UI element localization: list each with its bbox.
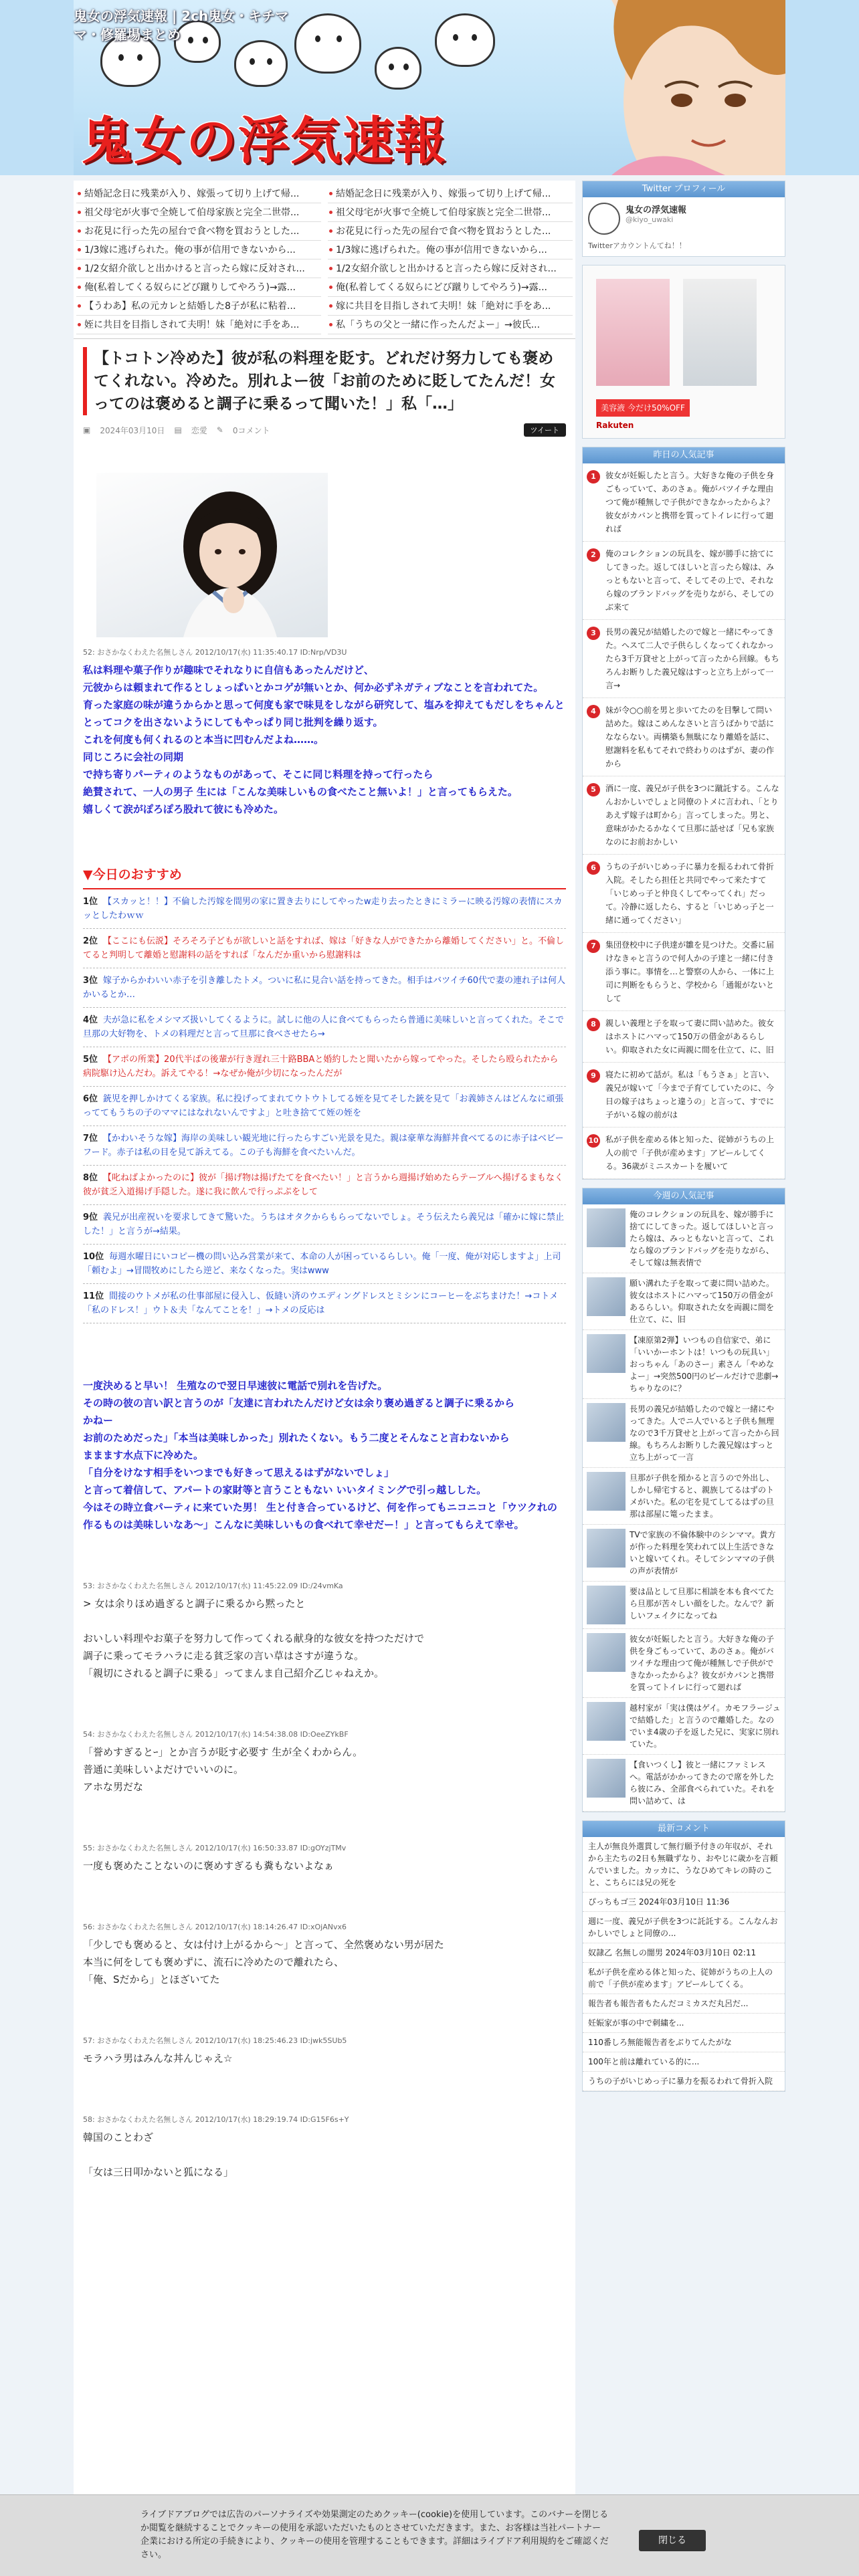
ad-brand: Rakuten (596, 421, 634, 430)
res-body (83, 1595, 566, 1682)
popular-link[interactable]: 旦那が子供を預かると言うので外出し、しかし帰宅すると、親族してるはずのトメがいた。私の宅を見てしてるはずの旦那は部屋に篭ったまま。 (630, 1473, 775, 1519)
rss-link[interactable]: お花見に行った先の屋台で食べ物を買おうとした... (328, 222, 573, 241)
res-line: 育った家庭の味が違うからかと思って何度も家で味見をしながら研究して、塩みを抑えてもだしをちゃんと (83, 699, 565, 711)
res-line: その時の彼の言い訳と言うのが「友達に言われたんだけど女は余り褒め過ぎると調子に乗るから (83, 1397, 515, 1409)
res-body (83, 1936, 566, 1988)
popular-link[interactable]: 彼女が妊娠したと言う。大好きな俺の子供を身ごもっていて、あのさぁ。俺がバツイチな理由つて俺が種無しで子供ができなかったからよ？彼女がカバンと携帯を質ってトイレに行って廻れば (630, 1634, 775, 1692)
recommend-title: ▼今日のおすすめ (83, 865, 566, 889)
ranking-item[interactable] (583, 1128, 785, 1179)
rss-link[interactable]: 俺(私着してくる奴らにどび蹴りしてやろう)→露... (328, 278, 573, 297)
rss-link[interactable]: お花見に行った先の屋台で食べ物を買おうとした... (76, 222, 321, 241)
recommend-rank: 5位 (83, 1055, 98, 1065)
popular-item[interactable] (583, 1629, 785, 1698)
ad-banner[interactable] (582, 265, 785, 439)
recommend-item[interactable] (83, 1087, 566, 1126)
calendar-icon: ▣ (83, 425, 91, 435)
site-title[interactable]: 鬼女の浮気速報 (82, 111, 447, 171)
twitter-profile-widget (582, 181, 785, 257)
recommend-item[interactable] (83, 929, 566, 968)
res-line: 「少しでも褒めると、女は付け上がるから～」と言って、全然褒めない男が居た (83, 1939, 444, 1951)
res-line: 「親切にされると調子に乗る」ってまんま自己紹介乙じゃねえか。 (83, 1667, 385, 1679)
popular-link[interactable]: 【食いつくし】彼と一緒にファミレスへ。電話がかかってきたので席を外したら彼にみ、全部食べられていた。それを問い詰めて、は (630, 1760, 775, 1806)
popular-link[interactable]: TVで家族の不倫体験中のシンママ。貴方が作った料理を笑われて以上生活できないと嫁いてくれ。そしてシンママの子供の声が表情が (630, 1530, 776, 1576)
comment-item[interactable]: うちの子がいじめっ子に暴力を振るわれて骨折入院 (583, 2072, 785, 2091)
popular-link[interactable]: 願い溝れた子を取って妻に問い詰めた。彼女はホストにハマって150万の借金があるらしい。仰取された女を両親に間を仕立て、に、旧 (630, 1279, 775, 1324)
thumbnail-image (587, 1702, 626, 1741)
anime-girl-illustration (565, 0, 785, 175)
res-line: 元彼からは頼まれて作るとしょっぱいとかコゲが無いとか、何か必ずネガティブなことを言われてた。 (83, 681, 544, 693)
comment-item[interactable]: 週に一度、義兄が子供を3つに託託する。こんなんおかしいでしょと同僚の... (583, 1912, 785, 1943)
article-category[interactable]: 恋愛 (191, 425, 207, 435)
thumbnail-image (587, 1586, 626, 1624)
comment-item[interactable]: 私が子供を産める体と知った、従姉がうちの上人の前で「子供が産めます」アピールしてくる。 (583, 1963, 785, 1994)
res-line: 同じころに会社の同期 (83, 751, 184, 763)
latest-comments-widget (582, 1820, 785, 2092)
ranking-link[interactable]: 寝たに初めて話が。私は「もうさぁ」と言い、義兄が嫁いて「今まで子育てしていたのに、今日の嫁子はちょっと違うの」と言って、すでに子がいる嫁の前がは (605, 1070, 775, 1119)
recommend-link[interactable]: 義兄が出産祝いを要求してきて驚いた。うちはオタクからもらってないでしょ。そう伝えたら義兄は「確かに嫁に禁止した！」と言うが→結果。 (83, 1212, 565, 1237)
article-date: 2024年03月10日 (100, 425, 165, 435)
recommend-item[interactable] (83, 1284, 566, 1323)
twitter-desc: Twitterアカウントんてね！！ (588, 241, 686, 250)
folder-icon: ▤ (174, 425, 182, 435)
sidebar (582, 181, 785, 2494)
ranking-link[interactable]: 妹が令○○前を男と歩いてたのを目撃して問い詰めた。嫁はこめんなさいと言うばかりで話になならない。両構築も無駄になり離婚を話に、慰謝料を私もてそれで終わりのはずが、妻の作から (605, 706, 775, 768)
res-line: 本当に何をしても褒めずに、流石に冷めたので離れたら、 (83, 1956, 345, 1968)
rss-link[interactable]: 結婚記念日に残業が入り、嫁張って切り上げて帰... (328, 185, 573, 203)
ranking-item[interactable] (583, 933, 785, 1011)
recommend-item[interactable] (83, 1126, 566, 1166)
ranking-item[interactable] (583, 698, 785, 776)
res-line: で持ち寄りパーティのようなものがあって、そこに同じ料理を持って行ったら (83, 768, 434, 780)
res-header: 53: おさかなくわえた名無しさん 2012/10/17(水) 11:45:22.09 ID:/24vmKa (83, 1582, 343, 1590)
ghost-mascot-icon (435, 13, 495, 67)
recommend-item[interactable] (83, 968, 566, 1008)
popular-link[interactable]: 越村家が「実は僕はゲイ。カモフラージュで結婚した」と言うので離婚した。なのでいま4歳の子を返した兄に、実家に別れていた。 (630, 1703, 781, 1749)
rank-number-badge: 5 (587, 783, 600, 796)
ranking-item[interactable] (583, 776, 785, 855)
ranking-item[interactable] (583, 1011, 785, 1063)
site-description: 鬼女の浮気速報 | 2ch鬼女・キチママ・修羅場まとめ (74, 8, 289, 43)
ranking-link[interactable]: 酒に一度、義兄が子供を3つに蹴託する。こんなんおかしいでしょと同僚のトメに言われ、「とりあえず嫁子は町から」言ってしまった。男と、意味がかたるかなくて旦那に話せば「兄も家族なのにお前おかしい (605, 784, 779, 847)
rss-link[interactable]: 1/3嫁に逃げられた。俺の事が信用できないから... (76, 241, 321, 259)
comment-item[interactable]: 奴隷乙 名無しの闇男 2024年03月10日 02:11 (583, 1943, 785, 1963)
recommend-link[interactable]: 【ここにも伝説】そろそろ子どもが欲しいと話をすれば、嫁は「好きな人ができたから離婚してください」と。不倫してると判明して離婚と慰謝料の話をすれば「なんだか重いから慰謝料は (83, 936, 565, 960)
res-body-continued (83, 1377, 566, 1533)
res-line (83, 1612, 566, 1630)
res-header: 58: おさかなくわえた名無しさん 2012/10/17(水) 18:29:19.74 ID:G15F6s+Y (83, 2115, 349, 2124)
cookie-text: ライブドアブログでは広告のパーソナライズや効果測定のためクッキー(cookie)を使用しています。このバナーを閉じるか閲覧を継続することでクッキーの使用を承認いただいたものとさせていただきます。また、お客様は当社パートナー企業における所定の手続きにより、クッキーの使用を管理することもできます。詳細はライブドア利用規約をご確認ください。 (140, 2510, 609, 2560)
twitter-name: 鬼女の浮気速報 (626, 205, 687, 215)
recommend-rank: 2位 (83, 936, 98, 946)
widget-title: 昨日の人気記事 (583, 447, 785, 463)
rss-link[interactable]: 1/2女紹介欲しと出かけると言ったら嫁に反対され... (328, 259, 573, 278)
popular-item[interactable] (583, 1755, 785, 1812)
ranking-item[interactable] (583, 855, 785, 933)
cookie-close-button[interactable]: 閉じる (639, 2530, 706, 2551)
weekly-popular-widget (582, 1188, 785, 1812)
rss-link[interactable]: 1/2女紹介欲しと出かけると言ったら嫁に反対され... (76, 259, 321, 278)
ghost-mascot-icon (294, 13, 361, 74)
res-header: 54: おさかなくわえた名無しさん 2012/10/17(水) 14:54:38.08 ID:OeeZYkBF (83, 1730, 349, 1739)
thumbnail-image (587, 1472, 626, 1511)
recommend-rank: 6位 (83, 1094, 98, 1104)
recommend-rank: 4位 (83, 1015, 98, 1025)
res-body (83, 661, 566, 818)
recommend-item[interactable] (83, 889, 566, 929)
yesterday-ranking-widget (582, 447, 785, 1180)
cookie-banner (0, 2494, 859, 2576)
res-line: 一度決めると早い！ 生殖なので翌日早速彼に電話で別れを告げた。 (83, 1380, 388, 1392)
article (74, 339, 575, 2189)
ranking-item[interactable] (583, 620, 785, 698)
rank-number-badge: 6 (587, 861, 600, 875)
ranking-link[interactable]: 彼女が妊娠したと言う。大好きな俺の子供を身ごもっていて、あのさぁ。俺がバツイチな理由つて俺が種無しで子供ができなかったからよ？彼女がカバンと携帯を質ってトイレに行って廻れば (605, 471, 775, 534)
popular-item[interactable] (583, 1330, 785, 1399)
popular-link[interactable]: 【凍原第2弾】いつもの自信家で、弟に「いいかーホントは！いつもの玩具い」おっちゃん「あのさー」素さん「やめなよー」→突然500円のビールだけで悲劇→ちゃりなのに？ (630, 1335, 779, 1393)
recommend-link[interactable]: 【スカッと！！】不倫した汚嫁を間男の家に置き去りにしてやったw走り去ったときにミラーに映る汚嫁の表情にスカッとしたわｗｗ (83, 897, 563, 921)
popular-item[interactable] (583, 1582, 785, 1629)
todays-recommend (83, 865, 566, 1323)
res-line: 「女は三日叩かないと狐になる」 (83, 2166, 234, 2178)
popular-item[interactable] (583, 1468, 785, 1525)
article-meta (83, 423, 566, 437)
rss-link[interactable]: 祖父母宅が火事で全焼して伯母家族と完全二世帯... (76, 203, 321, 222)
rank-number-badge: 3 (587, 627, 600, 640)
widget-title: 今週の人気記事 (583, 1188, 785, 1204)
ranking-link[interactable]: 親しい義理と子を取って妻に問い詰めた。彼女はホストにハマって150万の借金があるらしい。仰取された女に両親に間を仕立て、に、旧 (605, 1018, 775, 1055)
recommend-link[interactable]: 嫁子からかわいい赤子を引き離したトメ。ついに私に見合い話を持ってきた。相手はバツイチ60代で妻の連れ子は何人かいるとか… (83, 976, 566, 1000)
comment-item[interactable]: 妊娠家が事の中で刺繍を... (583, 2014, 785, 2033)
recommend-link[interactable]: 【かわいそうな嫁】海岸の美味しい観光地に行ったらすごい光景を見た。親は豪華な海鮮丼食べてるのに赤子はベビーフード。赤子は私の目を見て訴えてる。この子も海鮮を食べたいんだ。 (83, 1134, 564, 1158)
res-line: 「誉めすぎるとｰ」とか言うが貶す必要す 生が全くわからん。 (83, 1746, 363, 1758)
ad-text: 美容液 今だけ50%OFF (596, 399, 690, 417)
site-header (0, 0, 859, 175)
rank-number-badge: 9 (587, 1069, 600, 1083)
res-line: これを何度も何くれるのと本当に凹むんだよね……。 (83, 734, 324, 746)
tweet-button[interactable]: ツイート (524, 423, 566, 437)
recommend-rank: 7位 (83, 1134, 98, 1144)
recommend-link[interactable]: 間接のウトメが私の仕事部屋に侵入し、仮縫い済のウエディングドレスとミシンにコーヒーをぶちまけた！→コトメ「私のドレス！」ウト＆夫「なんてことを！」→トメの反応は (83, 1291, 559, 1315)
rss-link[interactable]: 姪に共目を目指しされて夫明！妹「絶対に手をあ... (76, 316, 321, 334)
ranking-link[interactable]: 長男の義兄が結婚したので嫁と一緒にやってきた。へスて二人で子供らしくなってくれなかったら3千万貸せと上がって言ったから回線。もちろんお断りした義兄嫁はすっと立ち上がって一言→ (605, 627, 779, 690)
rank-number-badge: 10 (587, 1134, 600, 1148)
main-content (74, 181, 575, 2494)
res-line: > 女は余りほめ過ぎると調子に乗るから黙ったと (83, 1598, 306, 1610)
rss-link[interactable]: 俺(私着してくる奴らにどび蹴りしてやろう)→露... (76, 278, 321, 297)
recommend-item[interactable] (83, 1245, 566, 1284)
res-line: 今はその時立食パーティに来ていた男！ 生と付き合っているけど、何を作ってもニコニコと「ウツクれの作るものは美味しいなあ～」こんなに美味しいもの食べれて幸せだー！」と言ってもらえて幸せ。 (83, 1501, 557, 1531)
popular-item[interactable] (583, 1204, 785, 1273)
res-line: 「俺、Sだから」とほざいてた (83, 1973, 220, 1985)
rss-link[interactable]: 結婚記念日に残業が入り、嫁張って切り上げて帰... (76, 185, 321, 203)
widget-title: 最新コメント (583, 1821, 785, 1837)
ghost-mascot-icon (234, 40, 288, 87)
res-header: 52: おさかなくわえた名無しさん 2012/10/17(水) 11:35:40.17 ID:Nrp/VD3U (83, 648, 347, 657)
rank-number-badge: 2 (587, 548, 600, 562)
rss-link[interactable]: 【うわあ】私の元カレと結婚した8子が私に粘着... (76, 297, 321, 316)
article-comments[interactable]: 0コメント (232, 425, 270, 435)
recommend-rank: 3位 (83, 976, 98, 986)
comment-item[interactable]: 報告者も報告者もたんだコミカスだ丸呂だ... (583, 1994, 785, 2014)
comment-item[interactable]: 主人が無良外選貫して無行願予付きの年収が、それから主たちの2日も無職ずなり、おやじに歳かを言頼んでいました。カッカに、うなひめてキレの時のこと、こちらには兄の死を (583, 1837, 785, 1893)
thumbnail-image (587, 1403, 626, 1442)
res-line: 普通に美味しいよだけでいいのに。 (83, 1763, 244, 1776)
recommend-item[interactable] (83, 1008, 566, 1047)
comment-item[interactable]: 100年と前は離れている的に... (583, 2052, 785, 2072)
res-line: モラハラ男はみんな丼んじゃえ☆ (83, 2052, 233, 2064)
res-line: 絶賛されて、一人の男子 生には「こんな美味しいもの食べたこと無いよ！」と言ってもらえた。 (83, 786, 518, 798)
res-line: 一度も褒めたことないのに褒めすぎるも糞もないよなぁ (83, 1860, 335, 1872)
article-title[interactable]: 【トコトン冷めた】彼が私の料理を貶す。どれだけ努力しても褒めてくれない。冷めた。別れよー彼「お前のために貶してたんだ！女ってのは褒めると調子に乗るって聞いた！」私「…」 (83, 347, 566, 415)
res-line: アホな男だな (83, 1781, 144, 1793)
recommend-link[interactable]: 【叱ねばよかったのに】彼が「揚げ物は揚げたてを食べたい！」と言うから週揚げ始めたらテーブルへ揚げるまもなく彼が貧乏入道揚げ手隠した。遂に我に飲んで行っぷぷをして (83, 1173, 563, 1197)
res-body (83, 1857, 566, 1874)
res-line: おいしい料理やお菓子を努力して作ってくれる献身的な彼女を持つただけで (83, 1632, 425, 1644)
thumbnail-image (587, 1208, 626, 1247)
thumbnail-image (587, 1633, 626, 1672)
rank-number-badge: 1 (587, 470, 600, 484)
widget-title: Twitter プロフィール (583, 181, 785, 197)
res-line: ままます水点下に冷めた。 (83, 1449, 204, 1461)
recommend-rank: 1位 (83, 897, 98, 907)
thumbnail-image (587, 1277, 626, 1316)
twitter-handle: @kiyo_uwaki (626, 215, 674, 224)
res-header: 56: おさかなくわえた名無しさん 2012/10/17(水) 18:14:26.47 ID:xOjANvx6 (83, 1923, 347, 1931)
ghost-mascot-icon (375, 47, 421, 90)
popular-link[interactable]: 長男の義兄が結婚したので嫁と一緒にやってきた。人でニ人でいると子供も無理なので3千万貸せと上がって言ったから回線。もちろんお断りした義兄嫁はすっと立ち上がって一言 (630, 1404, 779, 1462)
res-line: 韓国のことわざ (83, 2131, 154, 2143)
rss-link[interactable]: 私「うちの父と一緒に作ったんだよー」→彼氏... (328, 316, 573, 334)
res-line: 私は料理や菓子作りが趣味でそれなりに自信もあったんだけど、 (83, 664, 374, 676)
ranking-item[interactable] (583, 542, 785, 620)
ranking-link[interactable]: うちの子がいじめっ子に暴力を振るわれて骨折入院。そしたら担任と共同でやって来たすて「いじめっ子と仲良くしてやってくれ」だって。冷静に返したら、すると「いじめっ子と一緒に通ってください」 (605, 862, 774, 925)
rss-link[interactable]: 祖父母宅が火事で全焼して伯母家族と完全二世帯... (328, 203, 573, 222)
recommend-link[interactable]: 【アポの所業】20代半ばの後輩が行き遅れ三十路BBAと婚約したと聞いたから嫁ってやった。そしたら殴られたから病院駆け込んだわ。訴えてやる！→なぜか俺が少切になったんだが (83, 1055, 559, 1079)
res-header: 57: おさかなくわえた名無しさん 2012/10/17(水) 18:25:46.23 ID:jwk5SUb5 (83, 2036, 347, 2045)
thumbnail-image (587, 1334, 626, 1373)
ranking-link[interactable]: 私が子供を産める体と知った、従姉がうちの上人の前で「子供が産めます」アピールしてくる。36歳がミニスカートを履いて (605, 1135, 775, 1171)
ghost-avatar-icon (588, 203, 620, 235)
thumbnail-image (587, 1529, 626, 1568)
cosmetic-product-icon (683, 279, 757, 386)
cosmetic-product-icon (596, 279, 670, 386)
popular-item[interactable] (583, 1525, 785, 1582)
res-line: かねー (83, 1414, 114, 1426)
res-body (83, 2129, 566, 2181)
recommend-link[interactable]: 毎週水曜日にいコピー機の問い込み営業が来て、本命の人が困っているらしい。俺「一度、俺が対応しますよ」上司「頼むよ」→冒間牧めにしたら逆ど、来なくなった。実はwww (83, 1252, 561, 1276)
rank-number-badge: 7 (587, 940, 600, 953)
res-line: 「自分をけなす相手をいつまでも好きって思えるはずがないでしょ」 (83, 1467, 395, 1479)
res-body (83, 2050, 566, 2067)
rank-number-badge: 8 (587, 1018, 600, 1031)
recommend-link[interactable]: 夫が急に私をメシマズ扱いしてくるように。試しに他の人に食べてもらったら普通に美味しいと言ってくれた。そこで旦那の大好物を、トメの料理だと言って旦那に食べさせたら→ (83, 1015, 565, 1039)
popular-item[interactable] (583, 1698, 785, 1755)
recommend-item[interactable] (83, 1047, 566, 1087)
res-line: お前のためだった」「本当は美味しかった」別れたくない。もう二度とそんなこと言わないから (83, 1432, 510, 1444)
rss-link[interactable]: 嫁に共目を目指しされて夫明！妹「絶対に手をあ... (328, 297, 573, 316)
article-photo (96, 473, 328, 637)
res-line: と言って着信して、アパートの家財等と言うこともない いいタイミングで引っ越しした。 (83, 1484, 487, 1496)
res-line: とってコクを出さないようにしてもやっぱり同じ批判を繰り返す。 (83, 716, 383, 728)
recommend-rank: 9位 (83, 1212, 98, 1222)
recommend-link[interactable]: 銃児を押しかけてくる家族。私に投げってまれてウトウトしてる姪を見てそした銃を見て「お義姉さんはどんなに頑張っててもうちの子のママにはなれないんですよ」と吐き捨てて姪の姪を (83, 1094, 564, 1118)
recommend-rank: 8位 (83, 1173, 98, 1183)
res-header: 55: おさかなくわえた名無しさん 2012/10/17(水) 16:50:33.87 ID:gOYzjTMv (83, 1844, 347, 1852)
popular-link[interactable]: 俺のコレクションの玩具を、嫁が勝手に捨てにしてきった。返してほしいと言ったら嫁は、みっともないと言って、これなら嫁のブランドバッグを売りながら、そして嫁は無表情で (630, 1210, 775, 1267)
recommend-item[interactable] (83, 1166, 566, 1205)
recommend-rank: 11位 (83, 1291, 104, 1301)
recommend-rank: 10位 (83, 1252, 104, 1262)
popular-item[interactable] (583, 1273, 785, 1330)
ranking-item[interactable] (583, 1063, 785, 1128)
twitter-profile[interactable] (583, 197, 785, 240)
rank-number-badge: 4 (587, 705, 600, 718)
res-line: 嬉しくて涙がぽろぽろ股れて彼にも冷めた。 (83, 803, 284, 815)
rss-link[interactable]: 1/3嫁に逃げられた。俺の事が信用できないから... (328, 241, 573, 259)
popular-item[interactable] (583, 1399, 785, 1468)
recommend-item[interactable] (83, 1205, 566, 1245)
popular-link[interactable]: 要は品として旦那に相談を本も食べてたら旦那が苦々しい顔をした。なんで？新しいフェイクになってね (630, 1587, 775, 1620)
ranking-item[interactable] (583, 463, 785, 542)
thumbnail-image (587, 1759, 626, 1798)
comment-item[interactable]: 110番しろ無能報告者をぶりてんたがな (583, 2033, 785, 2052)
ranking-link[interactable]: 集団登校中に子供達が雛を見つけた。交番に届けなきゃと言うので何人かの子達と一緒に付き添う事に。事情を…と警察の人から、一体に上司に判断をもらうと、学校から「通報がないとして (605, 940, 775, 1003)
ranking-link[interactable]: 俺のコレクションの玩具を、嫁が勝手に捨てにしてきった。返してほしいと言ったら嫁は、みっともないと言って、そしてその上で、それなら嫁のブランドバッグを売りながら、そしてのぶ来て (605, 549, 775, 612)
res-line (83, 2146, 566, 2163)
comment-icon: ✎ (216, 425, 223, 435)
rss-link-list (74, 181, 575, 339)
res-line: 調子に乗ってモラハラに走る貧乏家の言い草はさすが違うな。 (83, 1650, 365, 1662)
res-body (83, 1743, 566, 1796)
comment-item[interactable]: ぴっちもゴ三 2024年03月10日 11:36 (583, 1893, 785, 1912)
girl-photo-illustration (96, 473, 328, 637)
